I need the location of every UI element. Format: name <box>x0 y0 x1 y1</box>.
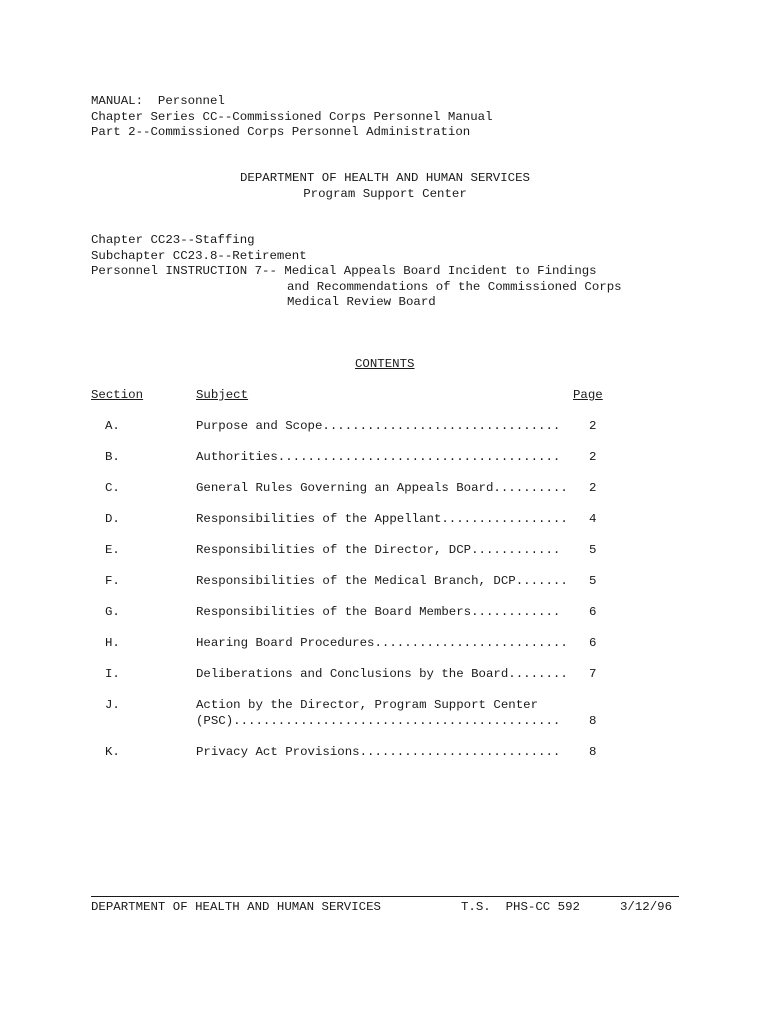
toc-subject: Responsibilities of the Board Members............ <box>196 605 561 619</box>
toc-row <box>91 543 611 574</box>
chapter-line: Chapter CC23--Staffing <box>91 233 255 247</box>
toc-row <box>91 574 611 605</box>
toc-row <box>91 481 611 512</box>
toc-row <box>91 450 611 481</box>
toc-subject: Privacy Act Provisions........................... <box>196 744 561 759</box>
toc-row <box>91 512 611 543</box>
toc-page-number: 8 <box>589 713 597 728</box>
toc-subject: General Rules Governing an Appeals Board.......... <box>196 481 568 495</box>
toc-page-number: 2 <box>589 481 597 495</box>
toc-page-number: 4 <box>589 512 597 526</box>
toc-section-letter: I. <box>105 667 120 681</box>
manual-line: MANUAL: Personnel <box>91 94 225 108</box>
toc-section-letter: K. <box>105 744 120 759</box>
part-line: Part 2--Commissioned Corps Personnel Administration <box>91 125 471 139</box>
toc-section-letter: H. <box>105 636 120 650</box>
toc-subject: Authorities...................................... <box>196 450 561 464</box>
toc-subject: Action by the Director, Program Support Center (PSC)............................................ <box>196 698 561 728</box>
toc-subject: Purpose and Scope................................ <box>196 419 561 433</box>
toc-subject: Responsibilities of the Director, DCP............ <box>196 543 561 557</box>
toc-row <box>91 605 611 636</box>
toc-row <box>91 636 611 667</box>
department-name: DEPARTMENT OF HEALTH AND HUMAN SERVICES <box>240 171 530 185</box>
toc-row <box>91 745 611 776</box>
table-of-contents <box>91 419 611 776</box>
instruction-title-line-2: and Recommendations of the Commissioned Corps <box>287 279 622 294</box>
toc-page-number: 2 <box>589 419 597 433</box>
personnel-instruction-line: Personnel INSTRUCTION 7-- Medical Appeals Board Incident to Findings <box>91 264 597 278</box>
toc-page-number: 2 <box>589 450 597 464</box>
toc-page-number: 5 <box>589 543 597 557</box>
toc-section-letter: G. <box>105 605 120 619</box>
toc-subject: Deliberations and Conclusions by the Board........ <box>196 667 568 681</box>
program-support-center: Program Support Center <box>303 186 467 201</box>
toc-subject: Responsibilities of the Medical Branch, DCP....... <box>196 574 568 588</box>
toc-row <box>91 419 611 450</box>
column-heading-subject: Subject <box>196 388 249 402</box>
toc-row <box>91 667 611 698</box>
contents-title: CONTENTS <box>355 357 415 371</box>
footer-rule <box>91 896 679 897</box>
toc-section-letter: F. <box>105 574 120 588</box>
toc-section-letter: A. <box>105 419 120 433</box>
toc-section-letter: D. <box>105 512 120 526</box>
column-heading-section: Section <box>91 388 144 402</box>
toc-section-letter: C. <box>105 481 120 495</box>
toc-page-number: 7 <box>589 667 597 681</box>
toc-page-number: 6 <box>589 605 597 619</box>
toc-page-number: 8 <box>589 744 597 759</box>
chapter-series-line: Chapter Series CC--Commissioned Corps Personnel Manual <box>91 109 493 124</box>
subchapter-line: Subchapter CC23.8--Retirement <box>91 248 307 263</box>
footer-transmittal: T.S. PHS-CC 592 <box>461 900 580 914</box>
column-heading-page: Page <box>573 388 603 402</box>
instruction-title-line-3: Medical Review Board <box>287 295 436 309</box>
toc-section-letter: J. <box>105 698 120 712</box>
toc-page-number: 6 <box>589 636 597 650</box>
toc-subject: Hearing Board Procedures.......................... <box>196 636 568 650</box>
toc-subject: Responsibilities of the Appellant................. <box>196 512 568 526</box>
toc-page-number: 5 <box>589 574 597 588</box>
toc-section-letter: E. <box>105 543 120 557</box>
footer-date: 3/12/96 <box>620 900 673 914</box>
footer-department: DEPARTMENT OF HEALTH AND HUMAN SERVICES <box>91 900 381 914</box>
toc-section-letter: B. <box>105 450 120 464</box>
toc-row <box>91 698 611 745</box>
